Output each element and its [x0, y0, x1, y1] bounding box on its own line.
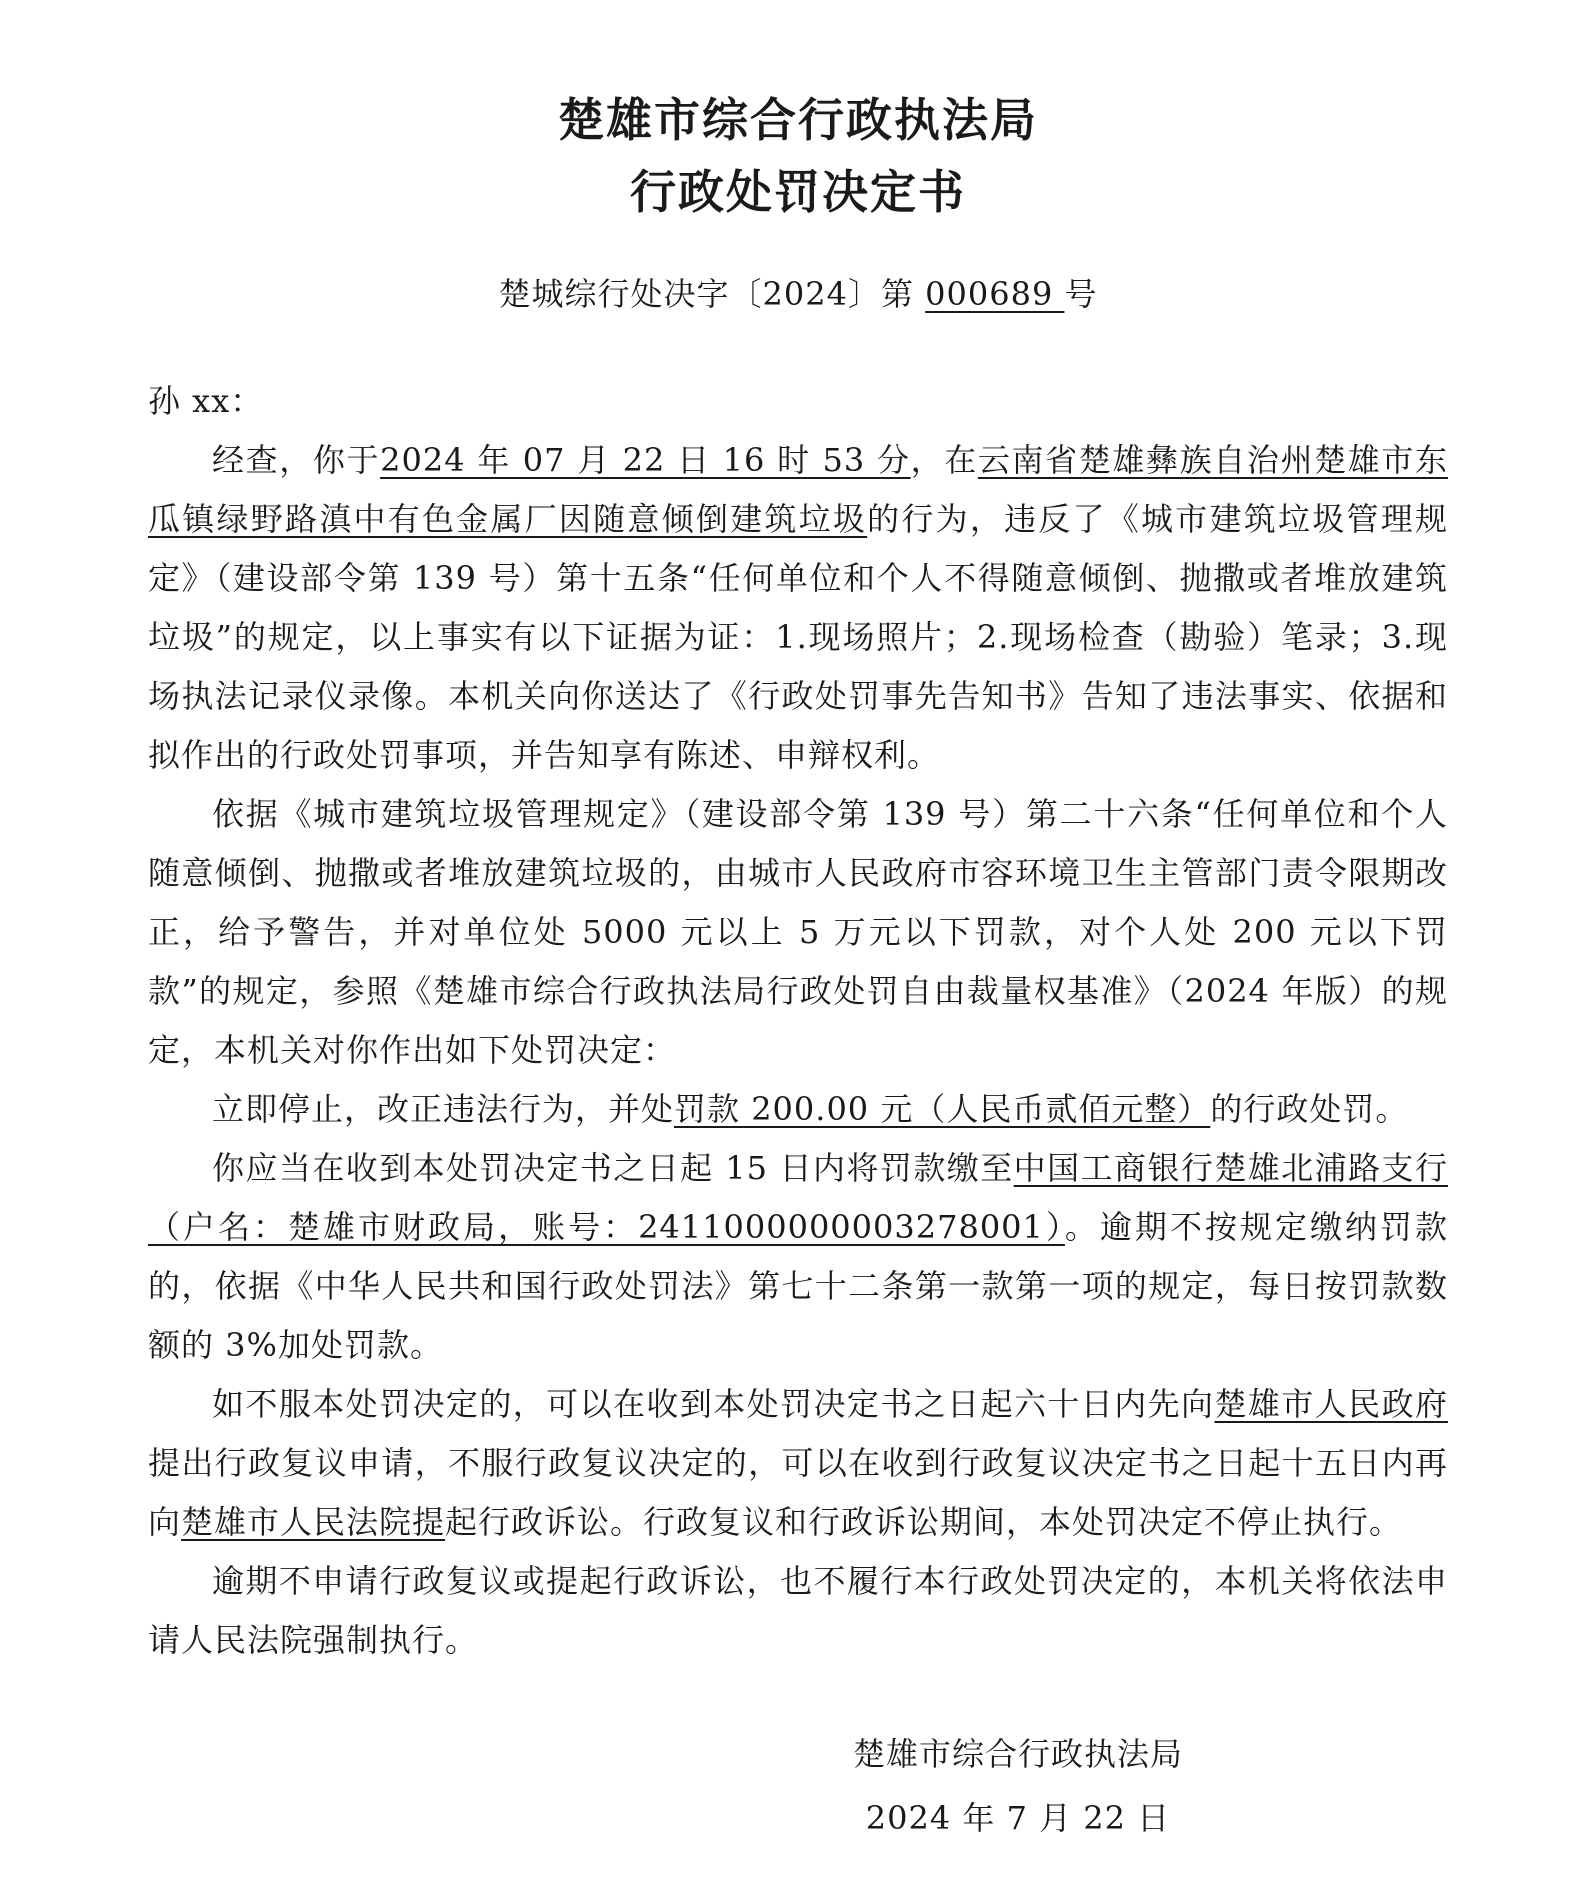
appeal-text-1: 如不服本处罚决定的，可以在收到本处罚决定书之日起六十日内先向 — [212, 1385, 1215, 1423]
paragraph-enforcement: 逾期不申请行政复议或提起行政诉讼，也不履行本行政处罚决定的，本机关将依法申请人民法院强制执行。 — [148, 1562, 1448, 1659]
appeal-text-3: 起行政诉讼。行政复议和行政诉讼期间，本处罚决定不停止执行。 — [445, 1503, 1403, 1541]
payment-text-1: 你应当在收到本处罚决定书之日起 15 日内将罚款缴至 — [212, 1149, 1014, 1187]
salutation: 孙 xx： — [148, 382, 264, 420]
decision-text-2: 的行政处罚。 — [1210, 1090, 1409, 1128]
document-serial-number: 000689 — [925, 275, 1065, 313]
paragraph-legal-basis: 依据《城市建筑垃圾管理规定》（建设部令第 139 号）第二十六条“任何单位和个人随意倾倒、抛撒或者堆放建筑垃圾的，由城市人民政府市容环境卫生主管部门责令限期改正，给予警告，并对单位处 5000 元以上 5 万元以下罚款，对个人处 200 元以下罚款”的规定，参照《楚雄市综合行政执法局行政处罚自由裁量权基准》（2024 年版）的规定，本机关对你作出如下处罚决定： — [148, 795, 1448, 1069]
appeal-text-2: 提出行政复议申请，不服行政复议决定的，可以在收到行政复议决定书之日起十五日内再向 — [148, 1444, 1448, 1541]
facts-text-2: ，在 — [910, 441, 978, 479]
document-number-prefix: 楚城综行处决字〔2024〕第 — [498, 275, 926, 313]
violation-location: 云南省楚雄彝族自治州楚雄市东瓜镇绿野路滇中有色金属厂因随意倾倒建筑垃圾 — [148, 441, 1448, 538]
litigation-court: 楚雄市人民法院提 — [181, 1503, 446, 1541]
paragraph-decision — [148, 1080, 1448, 1139]
signature-date: 2024 年 7 月 22 日 — [865, 1799, 1171, 1837]
violation-datetime: 2024 年 07 月 22 日 16 时 53 分 — [380, 441, 911, 479]
issuing-authority-title: 楚雄市综合行政执法局 — [558, 93, 1038, 147]
paragraph-facts — [148, 431, 1448, 785]
decision-text-1: 立即停止，改正违法行为，并处 — [212, 1090, 675, 1128]
document-type-title: 行政处罚决定书 — [630, 165, 966, 219]
payment-bank-account: 中国工商银行楚雄北浦路支行（户名：楚雄市财政局，账号：2411000000003278001） — [148, 1149, 1448, 1246]
reconsideration-authority: 楚雄市人民政府 — [1214, 1385, 1448, 1423]
document-body — [148, 372, 1448, 1670]
signature-block — [768, 1722, 1268, 1850]
facts-text-1: 经查，你于 — [212, 441, 381, 479]
facts-text-3: 的行为，违反了《城市建筑垃圾管理规定》（建设部令第 139 号）第十五条“任何单位和个人不得随意倾倒、抛撒或者堆放建筑垃圾”的规定，以上事实有以下证据为证：1.现场照片；2.现场检查（勘验）笔录；3.现场执法记录仪录像。本机关向你送达了《行政处罚事先告知书》告知了违法事实、依据和拟作出的行政处罚事项，并告知享有陈述、申辩权利。 — [148, 500, 1448, 774]
penalty-amount: 罚款 200.00 元（人民币贰佰元整） — [674, 1090, 1211, 1128]
signature-organization: 楚雄市综合行政执法局 — [852, 1735, 1183, 1773]
paragraph-payment — [148, 1139, 1448, 1375]
paragraph-appeal — [148, 1375, 1448, 1552]
document-number — [148, 272, 1448, 316]
payment-text-2: 。逾期不按规定缴纳罚款的，依据《中华人民共和国行政处罚法》第七十二条第一款第一项的规定，每日按罚款数额的 3%加处罚款。 — [148, 1208, 1448, 1364]
document-number-suffix: 号 — [1064, 275, 1098, 313]
